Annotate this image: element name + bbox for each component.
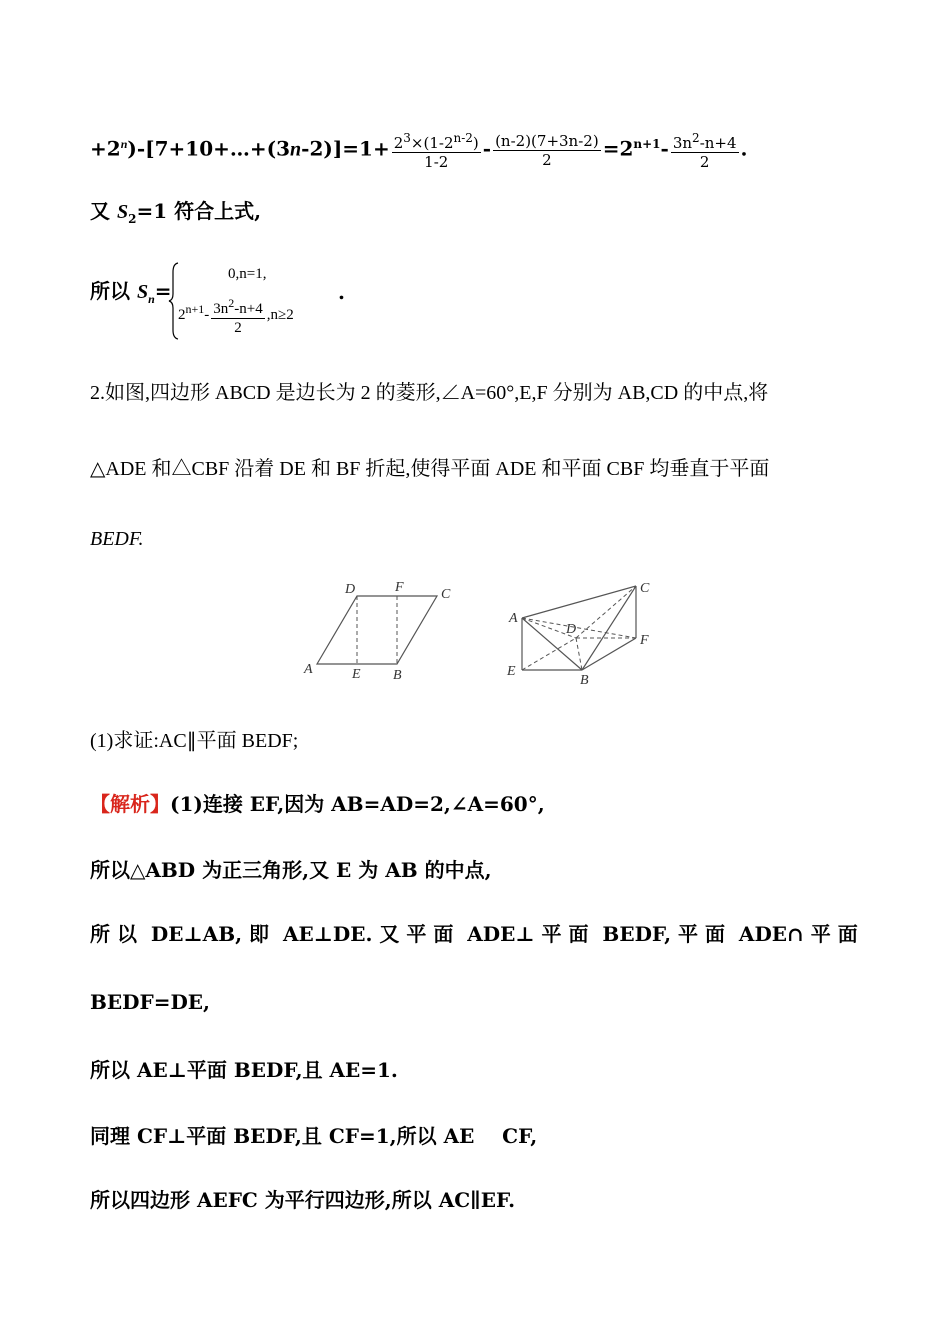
fraction-1: $\frac{2^3\times(1-2^{n-2})}{1-2}$ xyxy=(393,131,479,172)
fraction-3: $\frac{3n^2-n+4}{2}$ xyxy=(672,131,737,172)
solution-line-1: 【解析】(1)连接 EF,因为 AB=AD=2,∠A=60°, xyxy=(90,792,545,816)
label-A: A xyxy=(509,611,518,626)
label-C: C xyxy=(441,587,451,602)
label-E: E xyxy=(507,664,516,679)
solution-line-6: 同理 CF⊥平面 BEDF,且 CF=1,所以 AE CF, xyxy=(90,1124,538,1148)
piecewise-end: . xyxy=(338,280,345,304)
label-D: D xyxy=(345,582,356,597)
equation-line: $+2^n)-[7+10+\dots+(3n-2)]=1+$ $\frac{2^3\times(1-2^{n-2})}{1-2}$ - $\frac{(n-2)(7+3n-2)}{2}$ $=2^{n+1}-$ $\frac{3n^2-n+4}{2}$ . xyxy=(90,131,748,172)
case-1: 0,n=1, xyxy=(228,266,267,282)
problem-line-2: △ADE 和△CBF 沿着 DE 和 BF 折起,使得平面 ADE 和平面 CBF 均垂直于平面 xyxy=(90,458,770,480)
solution-line-4: BEDF=DE, xyxy=(90,990,210,1014)
case-2: $2^{n+1}-$ $\frac{3n^2-n+4}{2}$ ,n≥2 xyxy=(178,296,294,336)
problem-line-3: BEDF. xyxy=(90,528,144,550)
label-C: C xyxy=(640,581,650,596)
label-B: B xyxy=(580,673,589,688)
piecewise-label: 所以 $S_n=$ xyxy=(90,279,172,306)
question-1: (1)求证:AC∥平面 BEDF; xyxy=(90,730,299,752)
label-D: D xyxy=(566,622,577,637)
s2-note: 又 $S_2=1$ 符合上式, xyxy=(90,199,262,226)
solution-tag: 【解析】 xyxy=(90,792,170,816)
label-B: B xyxy=(393,668,402,683)
solution-line-7: 所以四边形 AEFC 为平行四边形,所以 AC∥EF. xyxy=(90,1188,516,1212)
label-F: F xyxy=(395,580,404,595)
problem-line-1: 2.如图,四边形 ABCD 是边长为 2 的菱形,∠A=60°,E,F 分别为 AB,CD 的中点,将 xyxy=(90,382,769,404)
label-A: A xyxy=(304,662,313,677)
figure-folded xyxy=(500,575,670,690)
label-F: F xyxy=(640,633,649,648)
fraction-2: $\frac{(n-2)(7+3n-2)}{2}$ xyxy=(495,131,599,169)
figure-rhombus xyxy=(295,575,465,685)
solution-line-2: 所以△ABD 为正三角形,又 E 为 AB 的中点, xyxy=(90,858,492,882)
label-E: E xyxy=(352,667,361,682)
solution-line-3: 所 以 DE⊥AB, 即 AE⊥DE. 又 平 面 ADE⊥ 平 面 BEDF, 平 面 ADE∩ 平 面 xyxy=(90,922,858,946)
solution-line-5: 所以 AE⊥平面 BEDF,且 AE=1. xyxy=(90,1058,398,1082)
